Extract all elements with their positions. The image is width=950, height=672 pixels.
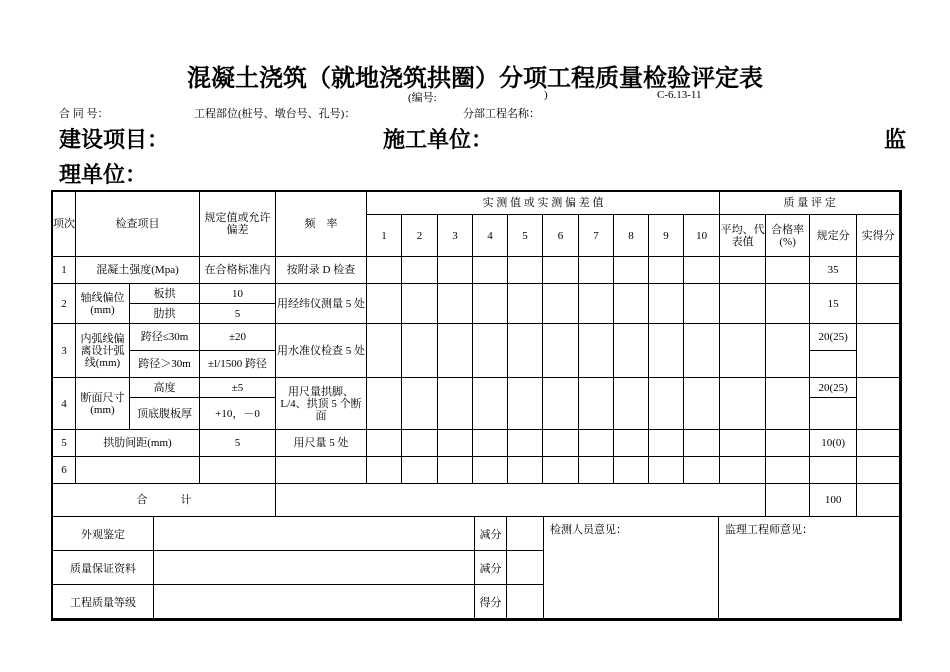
col-header-5: 5 — [508, 215, 543, 257]
spec-value: +10，－0 — [200, 398, 276, 430]
spec-cell[interactable] — [200, 457, 276, 484]
col-header-3: 3 — [438, 215, 473, 257]
measure-cell[interactable] — [508, 284, 543, 324]
measure-cell[interactable] — [367, 257, 402, 284]
serial-close: ) — [544, 89, 548, 101]
grade-label: 工程质量等级 — [53, 585, 154, 619]
measure-cell[interactable] — [614, 324, 649, 378]
item-label: 轴线偏位(mm) — [76, 284, 130, 324]
sub-item-label: 跨径≤30m — [130, 324, 200, 351]
actual-score-cell[interactable] — [857, 378, 900, 430]
measure-cell[interactable] — [438, 284, 473, 324]
sub-item-label: 顶底腹板厚 — [130, 398, 200, 430]
measure-cell[interactable] — [508, 257, 543, 284]
measure-cell[interactable] — [614, 257, 649, 284]
inspector-opinion-label: 检测人员意见： — [550, 524, 627, 536]
measure-cell[interactable] — [579, 324, 614, 378]
row-index: 2 — [53, 284, 76, 324]
measure-cell[interactable] — [438, 378, 473, 430]
pass-rate-cell[interactable] — [766, 430, 810, 457]
col-header-10: 10 — [684, 215, 720, 257]
total-pass-rate-cell[interactable] — [766, 484, 810, 517]
pass-rate-cell[interactable] — [766, 378, 810, 430]
inspector-opinion[interactable] — [544, 517, 719, 619]
measure-cell[interactable] — [438, 457, 473, 484]
contractor-label: 施工单位： — [383, 127, 494, 152]
col-header-4: 4 — [473, 215, 508, 257]
measure-cell[interactable] — [579, 457, 614, 484]
header-pass-rate: 合格率(%) — [766, 215, 810, 257]
measure-cell[interactable] — [508, 430, 543, 457]
deduct-input[interactable] — [507, 551, 544, 585]
total-blank — [276, 484, 766, 517]
measure-cell[interactable] — [508, 457, 543, 484]
measure-cell[interactable] — [543, 430, 579, 457]
deduct-input[interactable] — [507, 517, 544, 551]
frequency-value: 用尺量拱脚、L/4、拱顶 5 个断面 — [276, 378, 367, 430]
score-value: 20(25) — [810, 324, 857, 351]
spec-value: 在合格标准内 — [200, 257, 276, 284]
measure-cell[interactable] — [684, 257, 720, 284]
measure-cell[interactable] — [508, 324, 543, 378]
row-index: 3 — [53, 324, 76, 378]
score-cell-empty — [810, 398, 857, 430]
pass-rate-cell[interactable] — [766, 257, 810, 284]
measure-cell[interactable] — [543, 324, 579, 378]
measure-cell[interactable] — [473, 284, 508, 324]
actual-score-cell[interactable] — [857, 457, 900, 484]
total-actual-cell[interactable] — [857, 484, 900, 517]
project-label: 建设项目： — [59, 127, 170, 152]
measure-cell[interactable] — [649, 257, 684, 284]
measure-cell[interactable] — [402, 284, 438, 324]
engineer-opinion[interactable] — [719, 517, 900, 619]
measure-cell[interactable] — [684, 430, 720, 457]
measure-cell[interactable] — [402, 257, 438, 284]
gain-input[interactable] — [507, 585, 544, 619]
measure-cell[interactable] — [543, 284, 579, 324]
measure-cell[interactable] — [402, 430, 438, 457]
measure-cell[interactable] — [684, 284, 720, 324]
average-cell[interactable] — [720, 284, 766, 324]
measure-cell[interactable] — [684, 457, 720, 484]
gain-label: 得分 — [475, 585, 507, 619]
serial-label: (编号: — [408, 92, 437, 104]
measure-cell[interactable] — [614, 284, 649, 324]
measure-cell[interactable] — [543, 378, 579, 430]
frequency-value: 按附录 D 检查 — [276, 257, 367, 284]
deduct-label: 减分 — [475, 551, 507, 585]
measure-cell[interactable] — [367, 324, 402, 378]
measure-cell[interactable] — [473, 324, 508, 378]
header-quality: 质 量 评 定 — [720, 192, 900, 215]
row-index: 5 — [53, 430, 76, 457]
measure-cell[interactable] — [367, 378, 402, 430]
measure-cell[interactable] — [367, 457, 402, 484]
sub-item-label: 高度 — [130, 378, 200, 398]
score-value: 35 — [810, 257, 857, 284]
sub-item-label: 肋拱 — [130, 304, 200, 324]
page-title: 混凝土浇筑（就地浇筑拱圈）分项工程质量检验评定表 — [187, 66, 763, 92]
engineer-opinion-label: 监理工程师意见： — [725, 524, 813, 536]
col-header-1: 1 — [367, 215, 402, 257]
measure-cell[interactable] — [579, 430, 614, 457]
item-label: 断面尺寸(mm) — [76, 378, 130, 430]
pass-rate-cell[interactable] — [766, 324, 810, 378]
header-item: 检查项目 — [76, 192, 200, 257]
measure-cell[interactable] — [684, 324, 720, 378]
assurance-label: 质量保证资料 — [53, 551, 154, 585]
contract-label: 合 同 号： — [59, 108, 109, 120]
header-average: 平均、代表值 — [720, 215, 766, 257]
supervisor-label-part1: 监 — [884, 127, 907, 152]
score-cell[interactable] — [810, 457, 857, 484]
header-score: 规定分 — [810, 215, 857, 257]
col-header-2: 2 — [402, 215, 438, 257]
measure-cell[interactable] — [438, 430, 473, 457]
measure-cell[interactable] — [614, 430, 649, 457]
location-label: 工程部位(桩号、墩台号、孔号)： — [194, 108, 356, 120]
header-measured: 实 测 值 或 实 测 偏 差 值 — [367, 192, 720, 215]
measure-cell[interactable] — [649, 430, 684, 457]
average-cell[interactable] — [720, 430, 766, 457]
frequency-value: 用水准仪检查 5 处 — [276, 324, 367, 378]
total-score: 100 — [810, 484, 857, 517]
spec-value: 10 — [200, 284, 276, 304]
average-cell[interactable] — [720, 457, 766, 484]
average-cell[interactable] — [720, 257, 766, 284]
measure-cell[interactable] — [579, 378, 614, 430]
total-label: 合 计 — [53, 484, 276, 517]
col-header-9: 9 — [649, 215, 684, 257]
item-cell[interactable] — [76, 457, 200, 484]
measure-cell[interactable] — [649, 284, 684, 324]
col-header-6: 6 — [543, 215, 579, 257]
score-value: 20(25) — [810, 378, 857, 398]
measure-cell[interactable] — [614, 378, 649, 430]
measure-cell[interactable] — [614, 457, 649, 484]
score-value: 15 — [810, 284, 857, 324]
item-label: 内弧线偏离设计弧线(mm) — [76, 324, 130, 378]
deduct-label: 减分 — [475, 517, 507, 551]
assurance-input[interactable] — [154, 551, 475, 585]
item-label: 拱肋间距(mm) — [76, 430, 200, 457]
inspection-table — [52, 191, 900, 517]
spec-value: 5 — [200, 304, 276, 324]
measure-cell[interactable] — [402, 378, 438, 430]
sub-item-label: 板拱 — [130, 284, 200, 304]
measure-cell[interactable] — [473, 378, 508, 430]
average-cell[interactable] — [720, 324, 766, 378]
header-spec: 规定值或允许偏差 — [200, 192, 276, 257]
measure-cell[interactable] — [579, 257, 614, 284]
appearance-label: 外观鉴定 — [53, 517, 154, 551]
measure-cell[interactable] — [649, 378, 684, 430]
measure-cell[interactable] — [438, 324, 473, 378]
item-label: 混凝土强度(Mpa) — [76, 257, 200, 284]
measure-cell[interactable] — [438, 257, 473, 284]
col-header-8: 8 — [614, 215, 649, 257]
header-index: 项次 — [53, 192, 76, 257]
measure-cell[interactable] — [402, 457, 438, 484]
appearance-input[interactable] — [154, 517, 475, 551]
serial-code: C-6.13-11 — [657, 89, 702, 101]
spec-value: 5 — [200, 430, 276, 457]
spec-value: ±20 — [200, 324, 276, 351]
row-index: 1 — [53, 257, 76, 284]
measure-cell[interactable] — [543, 257, 579, 284]
assessment-table — [52, 516, 900, 619]
measure-cell[interactable] — [684, 378, 720, 430]
frequency-value: 用经纬仪测量 5 处 — [276, 284, 367, 324]
frequency-value: 用尺量 5 处 — [276, 430, 367, 457]
measure-cell[interactable] — [579, 284, 614, 324]
average-cell[interactable] — [720, 378, 766, 430]
measure-cell[interactable] — [473, 457, 508, 484]
sub-item-label: 跨径＞30m — [130, 351, 200, 378]
pass-rate-cell[interactable] — [766, 284, 810, 324]
spec-value: ±5 — [200, 378, 276, 398]
supervisor-label-part2: 理单位： — [59, 162, 148, 187]
measure-cell[interactable] — [473, 257, 508, 284]
measure-cell[interactable] — [367, 430, 402, 457]
grade-input[interactable] — [154, 585, 475, 619]
actual-score-cell[interactable] — [857, 324, 900, 378]
score-value: 10(0) — [810, 430, 857, 457]
measure-cell[interactable] — [367, 284, 402, 324]
frequency-cell[interactable] — [276, 457, 367, 484]
measure-cell[interactable] — [402, 324, 438, 378]
col-header-7: 7 — [579, 215, 614, 257]
spec-value: ±l/1500 跨径 — [200, 351, 276, 378]
pass-rate-cell[interactable] — [766, 457, 810, 484]
score-cell-empty — [810, 351, 857, 378]
measure-cell[interactable] — [649, 457, 684, 484]
row-index: 4 — [53, 378, 76, 430]
actual-score-cell[interactable] — [857, 257, 900, 284]
actual-score-cell[interactable] — [857, 430, 900, 457]
division-label: 分部工程名称： — [463, 108, 540, 120]
row-index: 6 — [53, 457, 76, 484]
header-frequency: 频 率 — [276, 192, 367, 257]
actual-score-cell[interactable] — [857, 284, 900, 324]
measure-cell[interactable] — [473, 430, 508, 457]
measure-cell[interactable] — [543, 457, 579, 484]
header-actual: 实得分 — [857, 215, 900, 257]
measure-cell[interactable] — [508, 378, 543, 430]
measure-cell[interactable] — [649, 324, 684, 378]
